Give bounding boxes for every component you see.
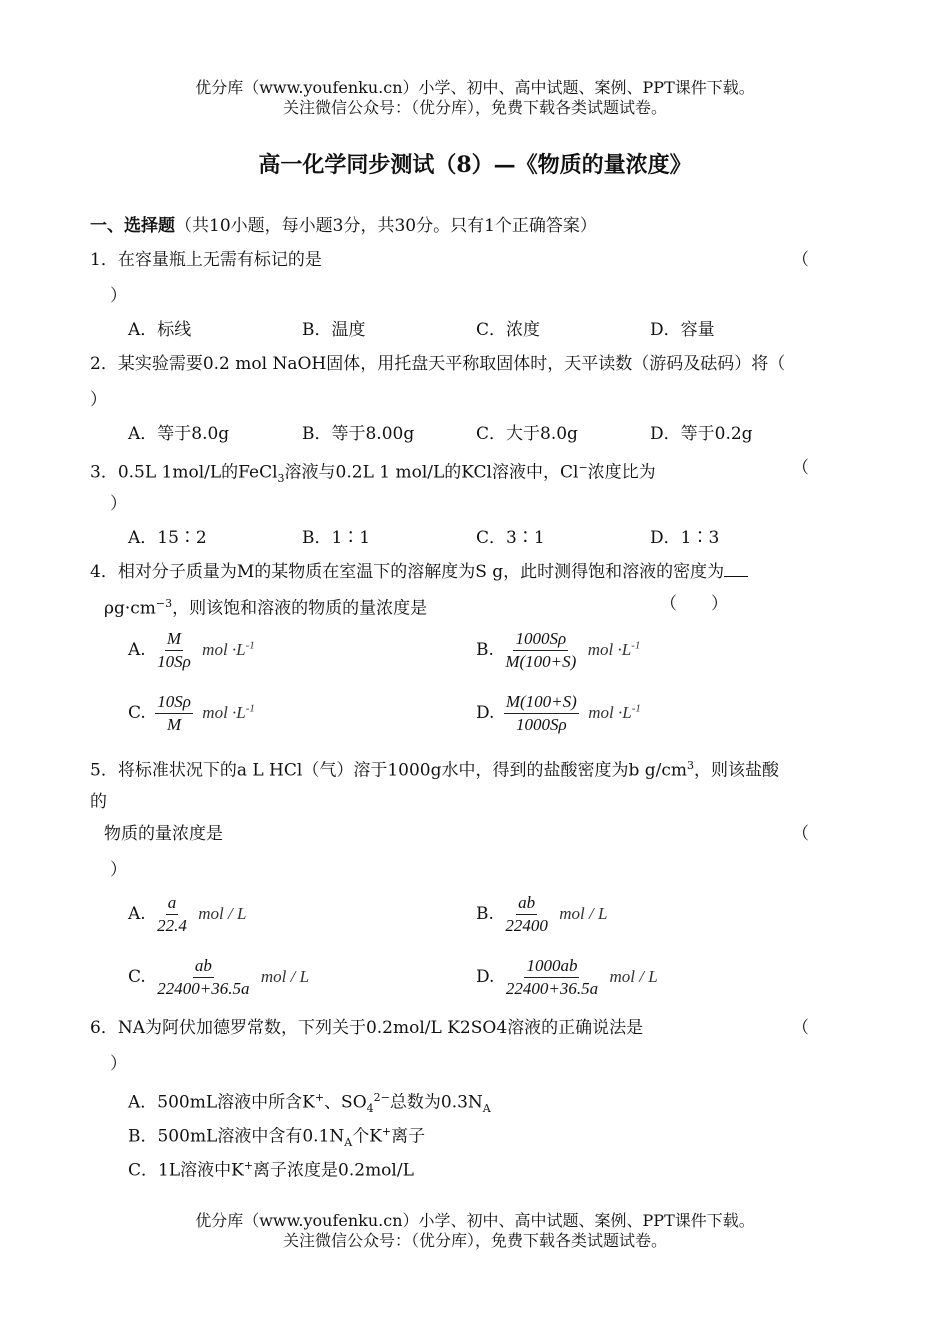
q3-option-d: D．1∶3: [650, 528, 720, 548]
q6-option-a: A．500mL溶液中所含K+、$SO_4^{2-}$总数为$0.3N_A$: [128, 1091, 491, 1116]
q3-option-b: B．1∶1: [302, 528, 371, 548]
footer-line-2: 关注微信公众号：（优分库），免费下载各类试题试卷。: [282, 1231, 667, 1250]
q3-option-c: C．3∶1: [476, 528, 545, 548]
q5-fraction-a: $\frac{a}{22.4}$: [157, 893, 187, 935]
q1-option-b: B．温度: [302, 320, 366, 340]
q2-stem: 2．某实验需要0.2 mol NaOH固体，用托盘天平称取固体时，天平读数（游码及砝码）将（: [90, 354, 786, 374]
q3-option-a: A．15∶2: [128, 528, 207, 548]
q5-stem: 5．将标准状况下的a L HCl（气）溶于1000g水中，得到的盐酸密度为b $g/cm^3$，则该盐酸: [90, 759, 779, 781]
q5-paren-open: （: [792, 824, 809, 844]
section-heading: [90, 214, 597, 238]
q6-paren-close: ）: [110, 1054, 127, 1074]
q3-paren-open: （: [792, 458, 809, 478]
q5-option-d: D. $\frac{1000ab}{22400+36.5a}$ mol / L: [476, 956, 658, 998]
header-line-2: 关注微信公众号：（优分库），免费下载各类试题试卷。: [282, 98, 667, 117]
q5-option-a: A. $\frac{a}{22.4}$ mol / L: [128, 893, 247, 935]
q6-paren-open: （: [792, 1018, 809, 1038]
q1-option-c: C．浓度: [476, 320, 541, 340]
q6-option-b: B．500mL溶液中含有$0.1N_A$个K+离子: [128, 1125, 426, 1150]
q2-paren-close: ）: [90, 390, 107, 410]
header-line-1: 优分库（www.youfenku.cn）小学、初中、高中试题、案例、PPT课件下载。: [195, 78, 755, 97]
q5-fraction-d: $\frac{1000ab}{22400+36.5a}$: [505, 956, 599, 998]
q4-fraction-c: $\frac{10S\rho}{M}$: [157, 692, 191, 734]
q4-paren: （ ）: [660, 594, 728, 614]
q5-stem-3: 物质的量浓度是: [104, 824, 223, 844]
q1-option-a: A．标线: [128, 320, 192, 340]
footer-line-1: 优分库（www.youfenku.cn）小学、初中、高中试题、案例、PPT课件下载。: [195, 1211, 755, 1230]
q5-option-c: C. $\frac{ab}{22400+36.5a}$ mol / L: [128, 956, 310, 998]
q2-option-b: B．等于8.00g: [302, 424, 415, 444]
q1-option-d: D．容量: [650, 320, 715, 340]
q1-paren-open: （: [792, 250, 809, 270]
q6-option-c: C．1L溶液中K+离子浓度是0.2mol/L: [128, 1159, 414, 1181]
q4-option-b: B. $\frac{1000S\rho}{M(100+S)}$ mol $\cdot L^{-1}$: [476, 629, 641, 671]
q5-option-b: B. $\frac{ab}{22400}$ mol / L: [476, 893, 608, 935]
q2-option-c: C．大于8.0g: [476, 424, 578, 444]
q5-stem-2: 的: [90, 792, 107, 812]
section-note: （共10小题，每小题3分，共30分。只有1个正确答案）: [175, 216, 597, 236]
q3-stem: 3．0.5L 1mol/L的FeCl$_3$溶液与0.2L 1 mol/L的KCl溶液中，Cl−浓度比为: [90, 461, 656, 486]
q2-option-d: D．等于0.2g: [650, 424, 753, 444]
q1-stem: 1．在容量瓶上无需有标记的是: [90, 250, 322, 270]
q4-stem-1: 4．相对分子质量为M的某物质在室温下的溶解度为S g，此时测得饱和溶液的密度为: [90, 560, 748, 584]
q5-paren-close: ）: [110, 860, 127, 880]
q2-option-a: A．等于8.0g: [128, 424, 230, 444]
q6-stem: 6．NA为阿伏加德罗常数，下列关于0.2mol/L K2SO4溶液的正确说法是: [90, 1018, 644, 1038]
q4-stem-2: $\rho g\cdot cm^{-3}$，则该饱和溶液的物质的量浓度是: [104, 597, 428, 619]
q1-paren-close: ）: [110, 286, 127, 306]
q5-fraction-b: $\frac{ab}{22400}$: [505, 893, 548, 935]
q4-option-d: D. $\frac{M(100+S)}{1000S\rho}$ mol $\cdot L^{-1}$: [476, 692, 641, 734]
q5-fraction-c: $\frac{ab}{22400+36.5a}$: [157, 956, 250, 998]
q4-fraction-d: $\frac{M(100+S)}{1000S\rho}$: [505, 692, 577, 734]
q4-option-a: A. $\frac{M}{10S\rho}$ mol $\cdot L^{-1}$: [128, 629, 255, 671]
page-title: 高一化学同步测试（8）—《物质的量浓度》: [258, 152, 692, 178]
q4-option-c: C. $\frac{10S\rho}{M}$ mol $\cdot L^{-1}$: [128, 692, 255, 734]
section-label: 一、选择题: [90, 216, 175, 236]
q4-fraction-a: $\frac{M}{10S\rho}$: [157, 629, 191, 671]
q3-paren-close: ）: [110, 494, 127, 514]
q4-fraction-b: $\frac{1000S\rho}{M(100+S)}$: [505, 629, 577, 671]
